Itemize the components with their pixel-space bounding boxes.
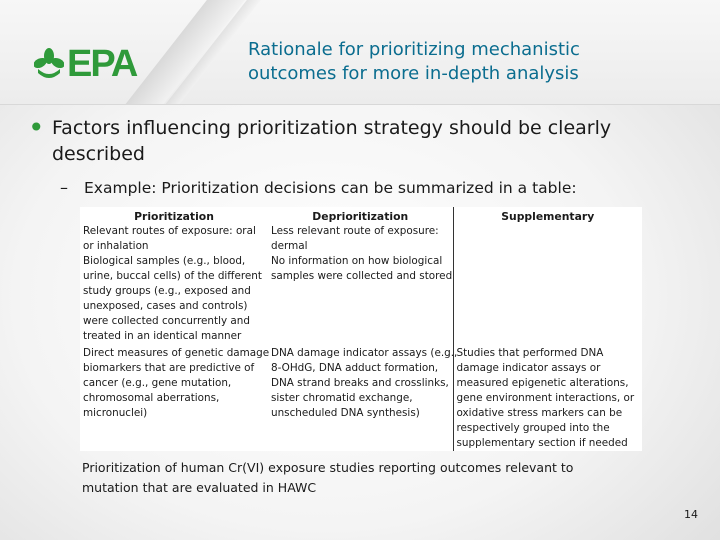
cell-line: Direct measures of genetic damage [83, 347, 270, 359]
cell-line: sister chromatid exchange, [271, 392, 413, 404]
cell-line: oxidative stress markers can be [456, 407, 623, 419]
cell-line: biomarkers that are predictive of [83, 362, 255, 374]
epa-logo-text: EPA [67, 43, 137, 85]
table-cell-prioritization [80, 224, 268, 346]
cell-line: samples were collected and stored [271, 270, 453, 282]
slide-title-line: outcomes for more in-depth analysis [248, 63, 579, 84]
cell-line: dermal [271, 240, 308, 252]
cell-line: urine, buccal cells) of the different [83, 270, 262, 282]
prioritization-table [80, 207, 642, 451]
table-cell-deprioritization [268, 224, 453, 346]
cell-line: gene environment interactions, or [456, 392, 635, 404]
main-bullet-text: Factors influencing prioritization strategy should be clearly described [52, 117, 612, 165]
cell-line: unscheduled DNA synthesis) [271, 407, 420, 419]
slide-title-line: Rationale for prioritizing mechanistic [248, 39, 580, 60]
cell-line: Relevant routes of exposure: oral [83, 225, 256, 237]
cell-line: unexposed, cases and controls) [83, 300, 248, 312]
table-row [80, 346, 642, 451]
cell-line: Biological samples (e.g., blood, [83, 255, 246, 267]
cell-line: cancer (e.g., gene mutation, [83, 377, 232, 389]
caption-line: Prioritization of human Cr(VI) exposure studies reporting outcomes relevant to [82, 460, 574, 475]
sub-bullet-dash: – [60, 178, 68, 197]
table-cell-prioritization [80, 346, 268, 451]
cell-line: treated in an identical manner [83, 330, 242, 342]
table-row [80, 224, 642, 346]
epa-flower-icon [34, 47, 64, 81]
cell-line: or inhalation [83, 240, 149, 252]
table-cell-supplementary [453, 346, 642, 451]
slide-title [248, 38, 688, 86]
page-number: 14 [684, 508, 698, 521]
epa-logo [34, 44, 146, 84]
cell-line: damage indicator assays or [456, 362, 601, 374]
column-header-supplementary: Supplementary [453, 207, 642, 224]
table-header-row [80, 207, 642, 224]
column-header-prioritization: Prioritization [134, 210, 214, 223]
cell-line: Studies that performed DNA [456, 347, 604, 359]
table-cell-supplementary [453, 224, 642, 346]
slide-header [0, 0, 720, 105]
cell-line: measured epigenetic alterations, [456, 377, 629, 389]
bullet-dot-icon: • [28, 111, 45, 144]
cell-line: chromosomal aberrations, [83, 392, 220, 404]
cell-line: DNA strand breaks and crosslinks, [271, 377, 449, 389]
cell-line: respectively grouped into the [456, 422, 610, 434]
cell-line: supplementary section if needed [456, 437, 628, 449]
cell-line: micronuclei) [83, 407, 148, 419]
column-header-deprioritization: Deprioritization [312, 210, 409, 223]
cell-line: DNA damage indicator assays (e.g., [271, 347, 458, 359]
cell-line: study groups (e.g., exposed and [83, 285, 251, 297]
prioritization-table-grid [80, 207, 642, 451]
table-caption [82, 458, 642, 498]
cell-line: Less relevant route of exposure: [271, 225, 439, 237]
sub-bullet-text: Example: Prioritization decisions can be summarized in a table: [84, 179, 577, 197]
cell-line: No information on how biological [271, 255, 443, 267]
caption-line: mutation that are evaluated in HAWC [82, 480, 317, 495]
cell-line: 8-OHdG, DNA adduct formation, [271, 362, 439, 374]
cell-line: were collected concurrently and [83, 315, 250, 327]
table-cell-deprioritization [268, 346, 458, 451]
